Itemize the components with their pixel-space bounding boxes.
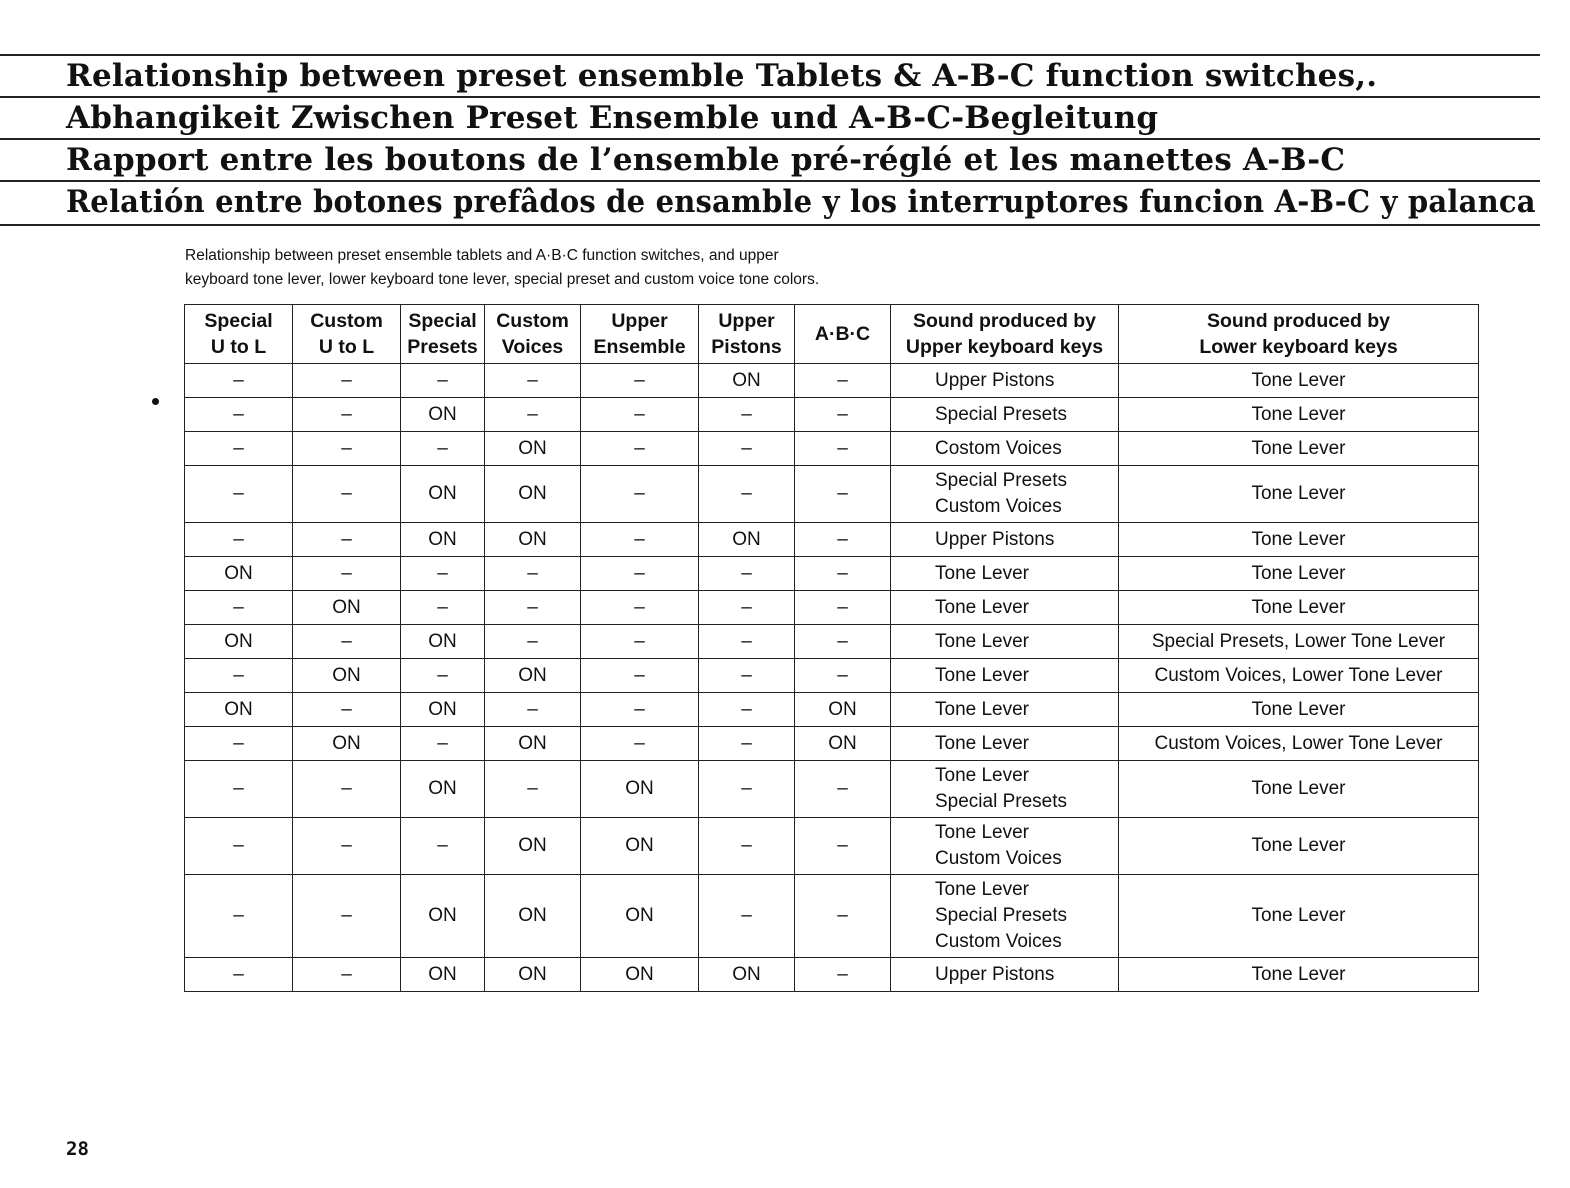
switch-cell-special-u-to-l: – — [185, 523, 293, 557]
lower-sound-cell: Custom Voices, Lower Tone Lever — [1119, 659, 1479, 693]
lower-sound-cell: Tone Lever — [1119, 818, 1479, 875]
lower-sound-cell: Tone Lever — [1119, 523, 1479, 557]
switch-cell-special-presets: – — [401, 818, 485, 875]
upper-sound-cell — [891, 591, 1119, 625]
upper-sound-cell — [891, 466, 1119, 523]
table-row — [185, 659, 1479, 693]
switch-cell-upper-pistons: – — [699, 818, 795, 875]
table-row — [185, 875, 1479, 958]
lower-sound-cell: Tone Lever — [1119, 466, 1479, 523]
switch-cell-custom-voices: ON — [485, 875, 581, 958]
switch-cell-special-presets: ON — [401, 761, 485, 818]
column-header-line: Custom — [496, 310, 569, 332]
table-row — [185, 557, 1479, 591]
switch-cell-custom-u-to-l: – — [293, 466, 401, 523]
switch-cell-upper-ensemble: – — [581, 693, 699, 727]
switch-cell-special-u-to-l: – — [185, 432, 293, 466]
switch-cell-custom-u-to-l: – — [293, 693, 401, 727]
switch-cell-custom-voices: – — [485, 761, 581, 818]
switch-cell-abc: – — [795, 958, 891, 992]
title-french-text: Rapport entre les boutons de l’ensemble pré-réglé et les manettes A-B-C — [66, 142, 1346, 178]
upper-sound-cell — [891, 818, 1119, 875]
switch-cell-abc: – — [795, 364, 891, 398]
upper-sound-line: Tone Lever — [935, 596, 1030, 618]
switch-cell-upper-ensemble: – — [581, 659, 699, 693]
upper-sound-line: Custom Voices — [935, 496, 1062, 517]
column-header-line: Lower keyboard keys — [1199, 336, 1398, 358]
switch-cell-abc: – — [795, 761, 891, 818]
table-row — [185, 693, 1479, 727]
column-header-lower-sound — [1119, 305, 1479, 364]
column-header-line: U to L — [318, 336, 375, 358]
switch-cell-custom-u-to-l: – — [293, 761, 401, 818]
switch-cell-custom-voices: – — [485, 693, 581, 727]
switch-cell-special-u-to-l: – — [185, 818, 293, 875]
table-row — [185, 818, 1479, 875]
relationship-table — [184, 304, 1479, 992]
title-english-text: Relationship between preset ensemble Tablets & A-B-C function switches,. — [66, 58, 1378, 94]
switch-cell-special-u-to-l: – — [185, 659, 293, 693]
column-header-special-u-to-l — [185, 305, 293, 364]
upper-sound-cell — [891, 557, 1119, 591]
upper-sound-cell — [891, 659, 1119, 693]
switch-cell-special-presets: ON — [401, 875, 485, 958]
upper-sound-line: Tone Lever — [935, 630, 1030, 652]
table-row — [185, 761, 1479, 818]
upper-sound-cell — [891, 958, 1119, 992]
switch-cell-special-presets: ON — [401, 466, 485, 523]
switch-cell-upper-ensemble: – — [581, 466, 699, 523]
column-header-custom-voices — [485, 305, 581, 364]
column-header-custom-u-to-l — [293, 305, 401, 364]
table-row — [185, 958, 1479, 992]
switch-cell-custom-voices: – — [485, 557, 581, 591]
column-header-line: Sound produced by — [1206, 310, 1391, 332]
intro-line-2: keyboard tone lever, lower keyboard tone lever, special preset and custom voice tone colors. — [185, 271, 820, 288]
switch-cell-custom-voices: ON — [485, 466, 581, 523]
switch-cell-special-u-to-l: – — [185, 364, 293, 398]
upper-sound-cell — [891, 523, 1119, 557]
upper-sound-line: Tone Lever — [935, 732, 1030, 754]
table-body — [185, 364, 1479, 992]
title-french — [0, 138, 1540, 180]
title-spanish — [0, 180, 1540, 226]
lower-sound-cell: Custom Voices, Lower Tone Lever — [1119, 727, 1479, 761]
switch-cell-custom-voices: ON — [485, 659, 581, 693]
table-row — [185, 625, 1479, 659]
switch-cell-custom-voices: ON — [485, 727, 581, 761]
table-row — [185, 364, 1479, 398]
column-header-line: Upper keyboard keys — [905, 336, 1104, 358]
switch-cell-custom-voices: ON — [485, 432, 581, 466]
column-header-line: Upper — [611, 310, 668, 332]
upper-sound-line: Custom Voices — [935, 848, 1062, 869]
switch-cell-upper-ensemble: – — [581, 591, 699, 625]
upper-sound-line: Tone Lever — [935, 765, 1030, 786]
switch-cell-abc: – — [795, 875, 891, 958]
switch-cell-abc: – — [795, 523, 891, 557]
table-row — [185, 727, 1479, 761]
upper-sound-line: Custom Voices — [935, 931, 1062, 952]
table-row — [185, 523, 1479, 557]
switch-cell-custom-voices: ON — [485, 818, 581, 875]
switch-cell-custom-u-to-l: – — [293, 557, 401, 591]
switch-cell-custom-u-to-l: – — [293, 818, 401, 875]
switch-cell-custom-u-to-l: ON — [293, 659, 401, 693]
lower-sound-cell: Tone Lever — [1119, 364, 1479, 398]
lower-sound-cell: Tone Lever — [1119, 761, 1479, 818]
upper-sound-cell — [891, 398, 1119, 432]
column-header-upper-sound — [891, 305, 1119, 364]
title-block — [0, 54, 1540, 226]
lower-sound-cell: Tone Lever — [1119, 591, 1479, 625]
lower-sound-cell: Tone Lever — [1119, 557, 1479, 591]
lower-sound-cell: Tone Lever — [1119, 693, 1479, 727]
switch-cell-upper-ensemble: ON — [581, 761, 699, 818]
upper-sound-line: Tone Lever — [935, 664, 1030, 686]
column-header-abc — [795, 305, 891, 364]
switch-cell-upper-pistons: ON — [699, 364, 795, 398]
switch-cell-special-u-to-l: ON — [185, 557, 293, 591]
lower-sound-cell: Tone Lever — [1119, 432, 1479, 466]
switch-cell-custom-voices: – — [485, 398, 581, 432]
upper-sound-line: Tone Lever — [935, 562, 1030, 584]
upper-sound-line: Costom Voices — [935, 437, 1062, 459]
switch-cell-custom-u-to-l: – — [293, 364, 401, 398]
upper-sound-line: Special Presets — [935, 470, 1068, 491]
upper-sound-cell — [891, 761, 1119, 818]
title-german-text: Abhangikeit Zwischen Preset Ensemble und A-B-C-Begleitung — [66, 100, 1159, 136]
switch-cell-abc: ON — [795, 727, 891, 761]
upper-sound-line: Upper Pistons — [935, 369, 1055, 391]
switch-cell-upper-pistons: – — [699, 625, 795, 659]
upper-sound-line: Tone Lever — [935, 698, 1030, 720]
column-header-line: Pistons — [711, 336, 782, 358]
switch-cell-upper-pistons: – — [699, 761, 795, 818]
switch-cell-special-u-to-l: – — [185, 398, 293, 432]
switch-cell-upper-pistons: – — [699, 466, 795, 523]
switch-cell-upper-pistons: – — [699, 659, 795, 693]
upper-sound-line: Special Presets — [935, 791, 1068, 812]
switch-cell-abc: – — [795, 659, 891, 693]
upper-sound-line: Tone Lever — [935, 879, 1030, 900]
column-header-line: Ensemble — [593, 336, 686, 358]
switch-cell-upper-pistons: ON — [699, 523, 795, 557]
column-header-line: Special — [204, 310, 273, 332]
column-header-line: Presets — [407, 336, 478, 358]
switch-cell-upper-pistons: ON — [699, 958, 795, 992]
column-header-line: Sound produced by — [912, 310, 1097, 332]
bullet-mark — [152, 398, 159, 405]
switch-cell-upper-pistons: – — [699, 693, 795, 727]
switch-cell-upper-pistons: – — [699, 557, 795, 591]
switch-cell-special-u-to-l: – — [185, 958, 293, 992]
upper-sound-line: Upper Pistons — [935, 963, 1055, 985]
switch-cell-custom-u-to-l: ON — [293, 727, 401, 761]
switch-cell-custom-u-to-l: – — [293, 432, 401, 466]
switch-cell-special-presets: ON — [401, 958, 485, 992]
switch-cell-upper-ensemble: ON — [581, 958, 699, 992]
switch-cell-special-u-to-l: ON — [185, 625, 293, 659]
lower-sound-cell: Tone Lever — [1119, 958, 1479, 992]
column-header-line: Custom — [310, 310, 383, 332]
switch-cell-special-presets: – — [401, 591, 485, 625]
switch-cell-abc: – — [795, 625, 891, 659]
intro-line-1: Relationship between preset ensemble tablets and A·B·C function switches, and upper — [185, 247, 779, 264]
switch-cell-custom-u-to-l: – — [293, 625, 401, 659]
switch-cell-special-u-to-l: ON — [185, 693, 293, 727]
upper-sound-line: Special Presets — [935, 905, 1068, 926]
switch-cell-special-u-to-l: – — [185, 466, 293, 523]
switch-cell-custom-u-to-l: – — [293, 958, 401, 992]
switch-cell-special-presets: ON — [401, 398, 485, 432]
upper-sound-cell — [891, 364, 1119, 398]
column-header-line: A·B·C — [814, 323, 871, 345]
switch-cell-custom-voices: – — [485, 591, 581, 625]
upper-sound-cell — [891, 875, 1119, 958]
switch-cell-custom-u-to-l: ON — [293, 591, 401, 625]
switch-cell-abc: – — [795, 398, 891, 432]
switch-cell-upper-ensemble: ON — [581, 875, 699, 958]
upper-sound-cell — [891, 625, 1119, 659]
switch-cell-upper-ensemble: ON — [581, 818, 699, 875]
switch-cell-custom-voices: – — [485, 625, 581, 659]
switch-cell-abc: – — [795, 466, 891, 523]
switch-cell-special-presets: – — [401, 727, 485, 761]
switch-cell-custom-u-to-l: – — [293, 875, 401, 958]
switch-cell-special-presets: – — [401, 364, 485, 398]
column-header-line: Upper — [718, 310, 775, 332]
upper-sound-line: Upper Pistons — [935, 528, 1055, 550]
switch-cell-custom-voices: – — [485, 364, 581, 398]
switch-cell-special-presets: ON — [401, 625, 485, 659]
switch-cell-upper-ensemble: – — [581, 523, 699, 557]
switch-cell-abc: ON — [795, 693, 891, 727]
table-row — [185, 591, 1479, 625]
switch-cell-upper-ensemble: – — [581, 557, 699, 591]
switch-cell-custom-voices: ON — [485, 523, 581, 557]
switch-cell-special-presets: – — [401, 557, 485, 591]
switch-cell-special-presets: ON — [401, 693, 485, 727]
lower-sound-cell: Special Presets, Lower Tone Lever — [1119, 625, 1479, 659]
switch-cell-upper-pistons: – — [699, 398, 795, 432]
switch-cell-abc: – — [795, 432, 891, 466]
upper-sound-cell — [891, 727, 1119, 761]
switch-cell-upper-ensemble: – — [581, 432, 699, 466]
switch-cell-abc: – — [795, 818, 891, 875]
switch-cell-custom-u-to-l: – — [293, 523, 401, 557]
column-header-line: Voices — [501, 336, 564, 358]
switch-cell-custom-u-to-l: – — [293, 398, 401, 432]
switch-cell-upper-pistons: – — [699, 432, 795, 466]
intro-text — [185, 244, 945, 292]
title-english — [0, 54, 1540, 96]
table-row — [185, 466, 1479, 523]
switch-cell-upper-ensemble: – — [581, 364, 699, 398]
switch-cell-custom-voices: ON — [485, 958, 581, 992]
switch-cell-upper-ensemble: – — [581, 727, 699, 761]
switch-cell-special-u-to-l: – — [185, 761, 293, 818]
switch-cell-upper-pistons: – — [699, 591, 795, 625]
switch-cell-special-u-to-l: – — [185, 591, 293, 625]
upper-sound-cell — [891, 432, 1119, 466]
title-german — [0, 96, 1540, 138]
table-row — [185, 432, 1479, 466]
upper-sound-line: Special Presets — [935, 403, 1068, 425]
lower-sound-cell: Tone Lever — [1119, 398, 1479, 432]
page-number: 28 — [66, 1138, 89, 1160]
column-header-line: Special — [408, 310, 477, 332]
table-row — [185, 398, 1479, 432]
switch-cell-special-presets: ON — [401, 523, 485, 557]
upper-sound-line: Tone Lever — [935, 822, 1030, 843]
switch-cell-special-u-to-l: – — [185, 727, 293, 761]
title-spanish-text: Relatión entre botones prefâdos de ensamble y los interruptores funcion A-B-C y palanca — [66, 184, 1536, 220]
switch-cell-upper-pistons: – — [699, 727, 795, 761]
table-header-row — [185, 305, 1479, 364]
column-header-special-presets — [401, 305, 485, 364]
relationship-table-container — [184, 304, 1478, 992]
column-header-upper-ensemble — [581, 305, 699, 364]
switch-cell-abc: – — [795, 557, 891, 591]
switch-cell-upper-pistons: – — [699, 875, 795, 958]
upper-sound-cell — [891, 693, 1119, 727]
switch-cell-upper-ensemble: – — [581, 398, 699, 432]
lower-sound-cell: Tone Lever — [1119, 875, 1479, 958]
switch-cell-abc: – — [795, 591, 891, 625]
switch-cell-special-presets: – — [401, 432, 485, 466]
switch-cell-upper-ensemble: – — [581, 625, 699, 659]
switch-cell-special-presets: – — [401, 659, 485, 693]
column-header-line: U to L — [210, 336, 267, 358]
switch-cell-special-u-to-l: – — [185, 875, 293, 958]
column-header-upper-pistons — [699, 305, 795, 364]
